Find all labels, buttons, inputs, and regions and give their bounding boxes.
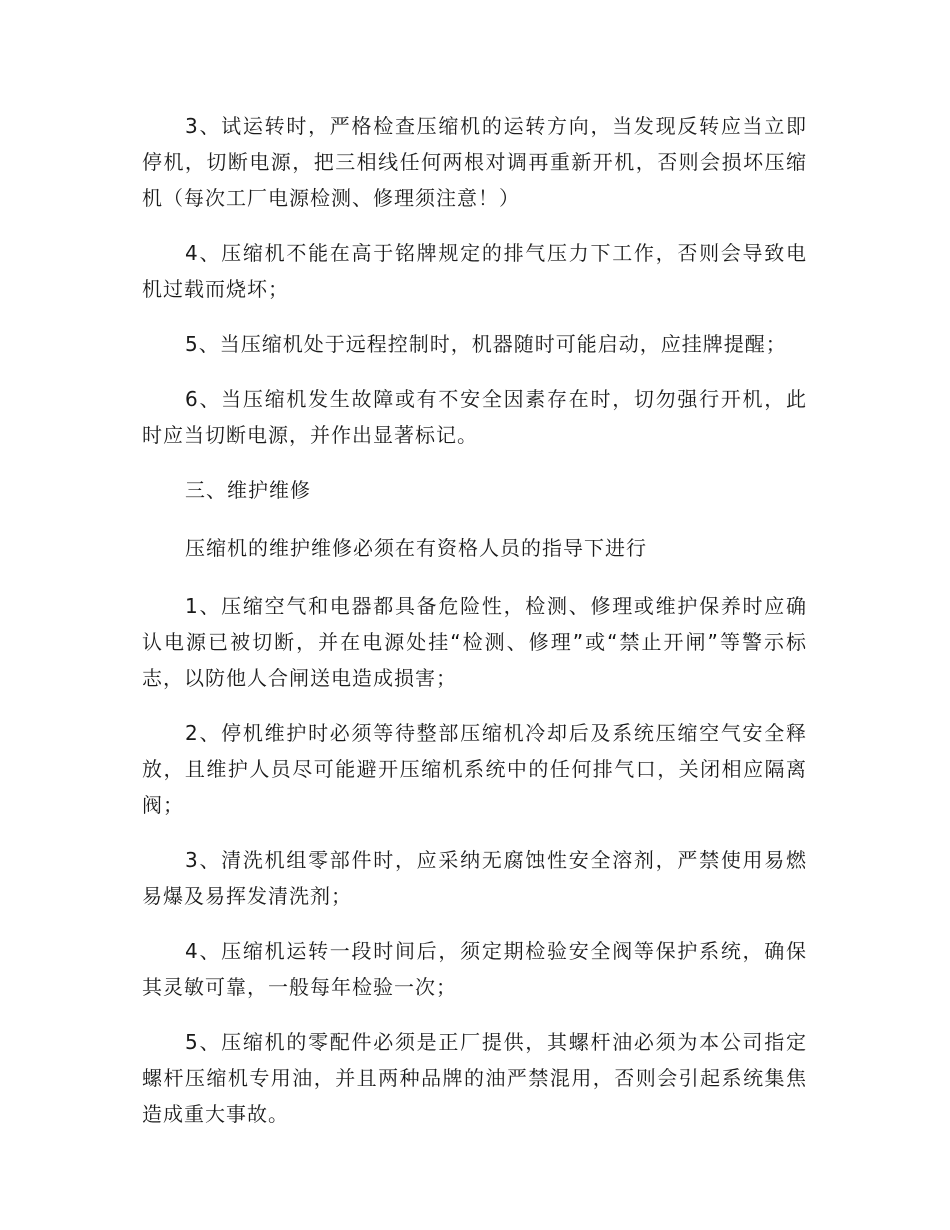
paragraph-cooldown-release: 2、停机维护时必须等待整部压缩机冷却后及系统压缩空气安全释放，且维护人员尽可能避开压缩机系统中的任何排气口，关闭相应隔离阀； [142,721,807,817]
section-heading-maintenance: 三、维护维修 [185,478,311,502]
paragraph-power-isolation: 1、压缩空气和电器都具备危险性，检测、修理或维护保养时应确认电源已被切断，并在电源处挂“检测、修理”或“禁止开闸”等警示标志，以防他人合闸送电造成损害； [142,594,807,690]
paragraph-remote-control: 5、当压缩机处于远程控制时，机器随时可能启动，应挂牌提醒； [185,332,787,356]
paragraph-startup-direction: 3、试运转时，严格检查压缩机的运转方向，当发现反转应当立即停机，切断电源，把三相线任何两根对调再重新开机，否则会损坏压缩机（每次工厂电源检测、修理须注意！） [142,114,807,210]
paragraph-exhaust-pressure: 4、压缩机不能在高于铭牌规定的排气压力下工作，否则会导致电机过载而烧坏； [142,241,807,301]
paragraph-fault-handling: 6、当压缩机发生故障或有不安全因素存在时，切勿强行开机，此时应当切断电源，并作出显著标记。 [142,387,807,447]
paragraph-cleaning-solvent: 3、清洗机组零部件时，应采纳无腐蚀性安全溶剂，严禁使用易燃易爆及易挥发清洗剂； [142,848,807,908]
document-body [142,108,807,1151]
paragraph-qualified-personnel: 压缩机的维护维修必须在有资格人员的指导下进行 [185,536,647,560]
paragraph-safety-valve-check: 4、压缩机运转一段时间后，须定期检验安全阀等保护系统，确保其灵敏可靠，一般每年检验一次； [142,939,807,999]
paragraph-genuine-parts: 5、压缩机的零配件必须是正厂提供，其螺杆油必须为本公司指定螺杆压缩机专用油，并且两种品牌的油严禁混用，否则会引起系统集焦造成重大事故。 [142,1030,807,1126]
